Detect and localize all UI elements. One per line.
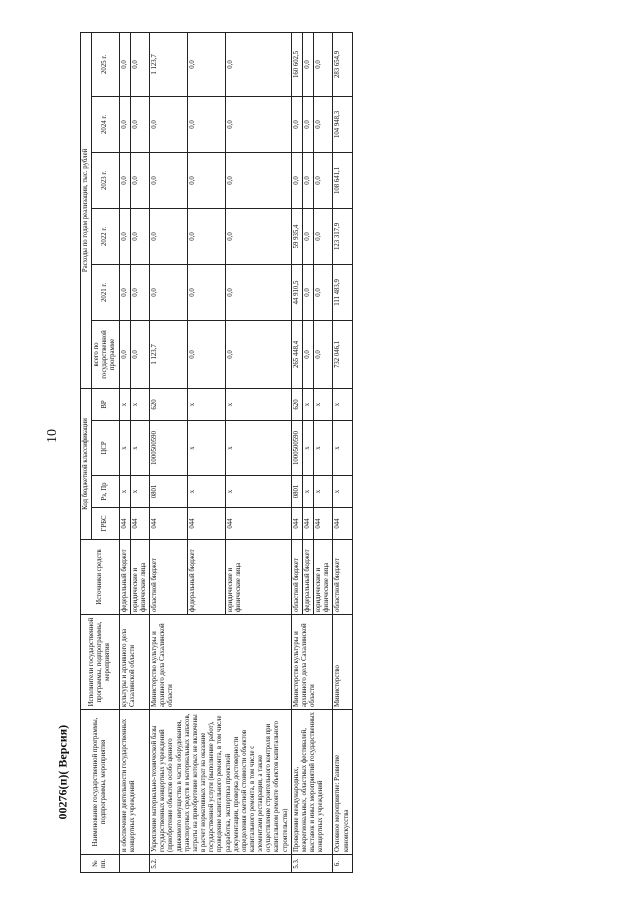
cell-2025: 0,0 [119,32,130,96]
cell-2024: 0,0 [226,96,292,152]
cell-2022: 59 935,4 [291,208,302,264]
cell-2024: 0,0 [314,96,333,152]
cell-csr: x [130,421,149,476]
cell-2023: 0,0 [291,152,302,208]
cell-2021: 0,0 [150,264,188,320]
cell-grbs: 044 [314,508,333,540]
cell-2022: 0,0 [302,208,313,264]
cell-2021: 0,0 [119,264,130,320]
cell-csr: x [188,421,226,476]
row-source: областной бюджет [150,540,188,615]
header-executors: Исполнители государственной программы, подпрограммы, мероприятия [81,615,120,710]
row-name: Проведение международных, межрегиональных, областных фестивалей, выставок и иных мероприятий государственных концертных учреждений [291,710,333,855]
header-rzpr: Рз, Пр [92,476,119,508]
header-2022: 2022 г. [92,208,119,264]
cell-grbs: 044 [188,508,226,540]
cell-total: 732 046,1 [333,320,352,388]
row-executor: Министерство [333,615,352,710]
cell-2025: 283 654,9 [333,32,352,96]
row-source: областной бюджет [291,540,302,615]
cell-2023: 0,0 [188,152,226,208]
cell-2025: 160 602,5 [291,32,302,96]
cell-2021: 0,0 [314,264,333,320]
header-2021: 2021 г. [92,264,119,320]
document-code: 00276(п)( Версия) [55,724,70,820]
cell-total: 0,0 [314,320,333,388]
row-source: федеральный бюджет [119,540,130,615]
cell-2021: 111 483,9 [333,264,352,320]
cell-csr: x [226,421,292,476]
page-number: 10 [45,429,60,443]
table-row [119,32,130,872]
budget-table-rotated [80,33,540,873]
cell-grbs: 044 [150,508,188,540]
cell-grbs: 044 [302,508,313,540]
row-num: 5.2. [150,855,292,873]
cell-total: 0,0 [188,320,226,388]
cell-2022: 0,0 [314,208,333,264]
cell-vr: x [333,388,352,420]
cell-2023: 0,0 [150,152,188,208]
row-source: областной бюджет [333,540,352,615]
cell-rzpr: x [226,476,292,508]
cell-vr: x [119,388,130,420]
row-name: и обеспечение деятельности государственных концертных учреждений [119,710,149,855]
row-name: Укрепление материально-технической базы государственных концертных учреждений (приобретение объектов особо ценного движимого имущества в части оборудования, транспортных средств и материальных запасов, затраты на приобретение которых не включены в расчет нормативных затрат на оказание государственной услуги (выполнение работ), проведение капитального ремонта, в том числе разработка, экспертиза проектной документации, проверка достоверности определения сметной стоимости объектов капитального ремонта, в том числе с элементами реставрации, а также осуществление строительного контроля при капитальном ремонте объектов капитального строительства) [150,710,292,855]
header-name: Наименование государственной программы, подпрограммы, мероприятия [81,710,120,855]
cell-rzpr: x [314,476,333,508]
header-2025: 2025 г. [92,32,119,96]
row-source: юридические и физические лица [314,540,333,615]
row-name: Основное мероприятие: Развитие киноискусства [333,710,352,855]
cell-2024: 0,0 [130,96,149,152]
budget-table [80,32,353,873]
table-row [333,32,352,872]
cell-2024: 104 948,3 [333,96,352,152]
cell-vr: x [130,388,149,420]
cell-rzpr: 0801 [150,476,188,508]
cell-grbs: 044 [226,508,292,540]
cell-2023: 0,0 [130,152,149,208]
cell-2025: 1 123,7 [150,32,188,96]
table-row [291,32,302,872]
header-2024: 2024 г. [92,96,119,152]
cell-2024: 0,0 [119,96,130,152]
cell-grbs: 044 [119,508,130,540]
cell-2023: 0,0 [314,152,333,208]
cell-2025: 0,0 [188,32,226,96]
cell-2024: 0,0 [302,96,313,152]
cell-rzpr: x [188,476,226,508]
header-2023: 2023 г. [92,152,119,208]
row-executor: культуры и архивного дела Сахалинской области [119,615,149,710]
header-budget-code: Код бюджетной классификации [81,388,92,539]
cell-vr: x [188,388,226,420]
cell-grbs: 044 [333,508,352,540]
cell-rzpr: 0801 [291,476,302,508]
cell-vr: 620 [291,388,302,420]
row-executor: Министерство культуры и архивного дела Сахалинской области [291,615,333,710]
cell-total: 265 448,4 [291,320,302,388]
cell-2023: 108 641,1 [333,152,352,208]
cell-2024: 0,0 [188,96,226,152]
cell-rzpr: x [333,476,352,508]
header-num: № пп. [81,855,120,873]
header-csr: ЦСР [92,421,119,476]
cell-2025: 0,0 [226,32,292,96]
row-executor: Министерство культуры и архивного дела Сахалинской области [150,615,292,710]
cell-2021: 0,0 [226,264,292,320]
header-sources: Источники средств [81,540,120,615]
header-vr: ВР [92,388,119,420]
cell-csr: x [119,421,130,476]
cell-2024: 0,0 [150,96,188,152]
cell-2022: 0,0 [150,208,188,264]
cell-total: 0,0 [226,320,292,388]
row-source: федеральный бюджет [188,540,226,615]
cell-csr: x [314,421,333,476]
row-num: 6. [333,855,352,873]
cell-2022: 123 317,9 [333,208,352,264]
table-row [150,32,188,872]
cell-2022: 0,0 [119,208,130,264]
cell-total: 1 123,7 [150,320,188,388]
cell-total: 0,0 [302,320,313,388]
cell-2021: 0,0 [130,264,149,320]
row-source: юридические и физические лица [226,540,292,615]
cell-grbs: 044 [291,508,302,540]
cell-rzpr: x [302,476,313,508]
cell-vr: x [226,388,292,420]
cell-vr: 620 [150,388,188,420]
cell-2021: 0,0 [188,264,226,320]
row-source: федеральный бюджет [302,540,313,615]
cell-2024: 0,0 [291,96,302,152]
cell-2022: 0,0 [226,208,292,264]
header-grbs: ГРБС [92,508,119,540]
header-expenses: Расходы по годам реализации, тыс. рублей [81,32,92,388]
cell-rzpr: x [119,476,130,508]
cell-vr: x [314,388,333,420]
cell-2021: 0,0 [302,264,313,320]
cell-vr: x [302,388,313,420]
cell-2021: 44 910,5 [291,264,302,320]
cell-csr: 1000500590 [150,421,188,476]
cell-2022: 0,0 [130,208,149,264]
cell-total: 0,0 [130,320,149,388]
cell-total: 0,0 [119,320,130,388]
cell-2023: 0,0 [226,152,292,208]
cell-2025: 0,0 [130,32,149,96]
header-total: всего по государственной программе [92,320,119,388]
cell-2025: 0,0 [302,32,313,96]
cell-2023: 0,0 [119,152,130,208]
row-num: 5.3. [291,855,333,873]
cell-2025: 0,0 [314,32,333,96]
cell-rzpr: x [130,476,149,508]
cell-csr: x [333,421,352,476]
row-num [119,855,149,873]
row-source: юридические и физические лица [130,540,149,615]
cell-grbs: 044 [130,508,149,540]
cell-csr: 1000500590 [291,421,302,476]
cell-csr: x [302,421,313,476]
cell-2022: 0,0 [188,208,226,264]
cell-2023: 0,0 [302,152,313,208]
